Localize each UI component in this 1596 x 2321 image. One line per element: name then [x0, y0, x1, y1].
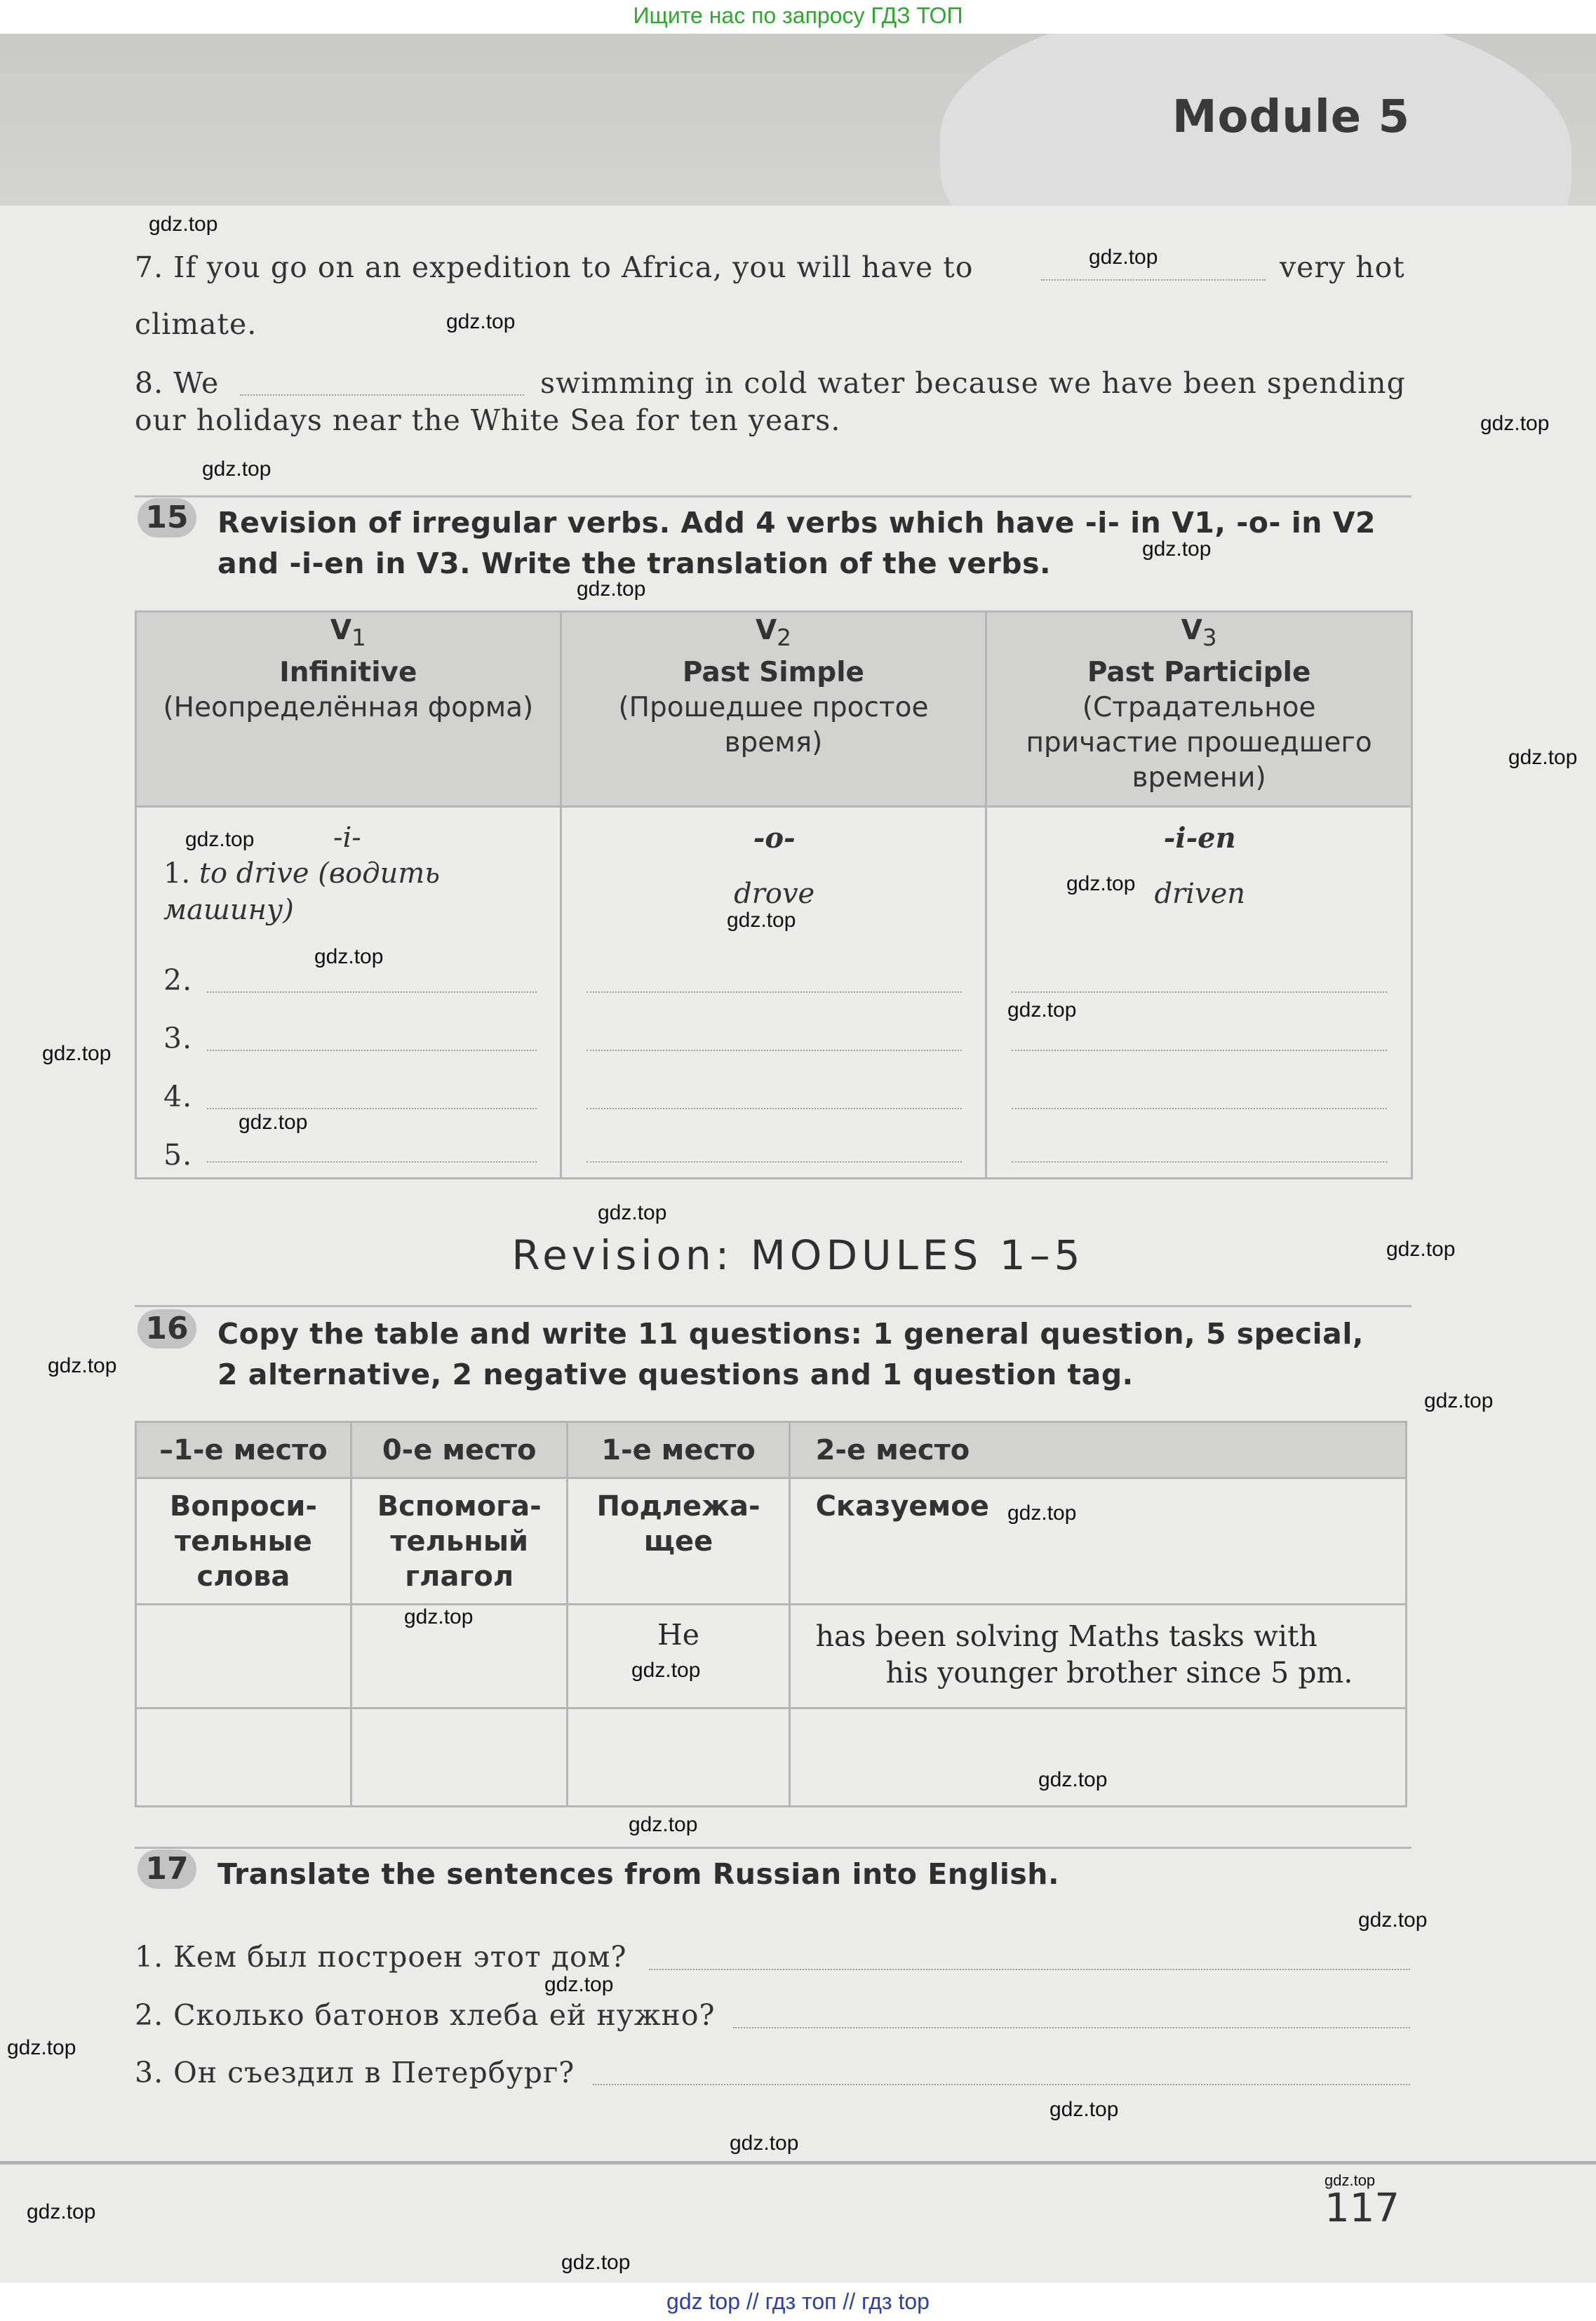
ex17-instructions: Translate the sentences from Russian into English.	[217, 1857, 1060, 1891]
ex16-sub-question-words: Вопроси-тельные слова	[136, 1478, 351, 1605]
watermark: gdz.top	[202, 457, 271, 481]
ex17-number: 17	[138, 1850, 196, 1889]
ex15-col-v1-header: $V_1$ Infinitive (Неопределённая форма)	[136, 612, 561, 807]
watermark: gdz.top	[561, 2251, 631, 2274]
ex15-row-4-v3-blank[interactable]	[1012, 1108, 1387, 1109]
ex17-item-3: 3. Он съездил в Петербург?	[135, 2056, 575, 2089]
ex15-row-5-v1-blank[interactable]	[207, 1161, 537, 1163]
watermark: gdz.top	[1050, 2098, 1119, 2121]
ex14-item-7: 7. If you go on an expedition to Africa, you will have to	[135, 250, 974, 284]
ex16-header-0: 0-е место	[351, 1422, 568, 1478]
ex14-item-7-blank[interactable]	[1041, 279, 1266, 281]
ex17-item-2: 2. Сколько батонов хлеба ей нужно?	[135, 1998, 716, 2032]
page-number: 117	[1325, 2186, 1400, 2231]
watermark: gdz.top	[577, 577, 646, 601]
ex16-sub-predicate: Сказуемое	[789, 1478, 1406, 1605]
ex17-item-2-blank[interactable]	[733, 2027, 1410, 2028]
ex14-item-8-blank[interactable]	[240, 394, 524, 396]
bottom-banner[interactable]: gdz top // гдз топ // гдз top	[0, 2282, 1596, 2321]
watermark: gdz.top	[1325, 2172, 1376, 2189]
watermark: gdz.top	[1508, 746, 1578, 769]
ex15-row-4-num: 4.	[163, 1080, 193, 1113]
top-banner[interactable]: Ищите нас по запросу ГДЗ ТОП	[0, 0, 1596, 34]
ex15-number: 15	[138, 498, 196, 537]
ex15-row-2-v2-blank[interactable]	[586, 991, 962, 993]
ex15-row-5-num: 5.	[163, 1138, 193, 1172]
ex17-item-3-blank[interactable]	[593, 2084, 1410, 2085]
ex14-item-8-after: swimming in cold water because we have been spending	[540, 366, 1406, 400]
watermark: gdz.top	[598, 1201, 667, 1224]
ex16-row2-cell2[interactable]	[351, 1708, 568, 1807]
ex16-header-2: 2-е место	[789, 1422, 1406, 1478]
watermark: gdz.top	[149, 213, 218, 236]
ex14-item-7-after: very hot	[1280, 250, 1405, 284]
watermark: gdz.top	[730, 2132, 799, 2155]
watermark: gdz.top	[185, 828, 255, 851]
watermark: gdz.top	[727, 909, 796, 932]
ex16-header-1: 1-е место	[568, 1422, 789, 1478]
ex15-marker-o: -o-	[753, 822, 796, 855]
watermark: gdz.top	[1089, 246, 1158, 269]
ex15-col-v2-header: $V_2$ Past Simple (Прошедшее простое время)	[561, 612, 986, 807]
ex15-row-3-num: 3.	[163, 1022, 193, 1055]
ex15-row-5-v3-blank[interactable]	[1012, 1161, 1387, 1163]
ex15-divider	[135, 495, 1411, 497]
watermark: gdz.top	[1358, 1908, 1428, 1932]
ex14-item-7-cont: climate.	[135, 307, 257, 341]
ex15-row-2-num: 2.	[163, 963, 193, 997]
watermark: gdz.top	[1142, 537, 1212, 561]
ex15-marker-i: -i-	[333, 822, 361, 854]
watermark: gdz.top	[1007, 998, 1077, 1022]
watermark: gdz.top	[7, 2036, 76, 2059]
ex15-example-v2: drove	[734, 878, 815, 910]
ex15-col-v3-cell	[986, 807, 1412, 1179]
ex15-marker-ien: -i-en	[1163, 822, 1236, 855]
ex15-col-v3-header: $V_3$ Past Participle (Страдательное причастие прошедшего времени)	[986, 612, 1412, 807]
ex15-row-5-v2-blank[interactable]	[586, 1161, 962, 1163]
watermark: gdz.top	[1007, 1501, 1077, 1525]
watermark: gdz.top	[314, 945, 384, 968]
ex17-divider	[135, 1847, 1411, 1849]
watermark: gdz.top	[27, 2200, 96, 2223]
ex15-row-3-v1-blank[interactable]	[207, 1050, 537, 1051]
ex16-row2-cell3[interactable]	[568, 1708, 789, 1807]
ex16-divider	[135, 1305, 1411, 1307]
ex15-instructions: Revision of irregular verbs. Add 4 verbs which have -i- in V1, -o- in V2 and -i-en in V3. Write the translation of the verbs.	[217, 506, 1376, 580]
footer-rule	[0, 2161, 1596, 2165]
ex15-example-v3: driven	[1154, 878, 1246, 910]
ex16-sub-subject: Подлежа-щее	[568, 1478, 789, 1605]
ex16-instructions: Copy the table and write 11 questions: 1 general question, 5 special, 2 alternative, 2 negative questions and 1 question tag.	[217, 1317, 1364, 1391]
ex14-item-8-cont: our holidays near the White Sea for ten years.	[135, 403, 841, 437]
revision-heading: Revision: MODULES 1–5	[511, 1231, 1085, 1279]
ex16-row1-predicate: has been solving Maths tasks with his younger brother since 5 pm.	[789, 1605, 1406, 1708]
watermark: gdz.top	[631, 1659, 701, 1682]
ex15-verbs-table	[135, 610, 1413, 1179]
ex15-row-3-v3-blank[interactable]	[1012, 1050, 1387, 1051]
watermark: gdz.top	[239, 1111, 308, 1134]
ex17-item-1-blank[interactable]	[649, 1969, 1410, 1970]
ex16-questions-table	[135, 1421, 1407, 1807]
ex15-row-4-v1-blank[interactable]	[207, 1108, 537, 1109]
watermark: gdz.top	[544, 1973, 614, 1996]
ex16-number: 16	[138, 1309, 196, 1349]
watermark: gdz.top	[1386, 1238, 1456, 1261]
watermark: gdz.top	[404, 1605, 474, 1628]
watermark: gdz.top	[48, 1354, 117, 1377]
ex16-sub-aux-verb: Вспомога-тельный глагол	[351, 1478, 568, 1605]
watermark: gdz.top	[1424, 1389, 1494, 1412]
ex14-item-8: 8. We	[135, 366, 220, 400]
ex15-row-4-v2-blank[interactable]	[586, 1108, 962, 1109]
ex15-col-v2-cell	[561, 807, 986, 1179]
ex16-row2-cell1[interactable]	[136, 1708, 351, 1807]
ex16-row1-cell1[interactable]	[136, 1605, 351, 1708]
ex16-row1-subject: He	[568, 1605, 789, 1708]
ex15-example-v1: 1. to drive (водить машину)	[163, 857, 441, 926]
watermark: gdz.top	[1038, 1768, 1108, 1791]
ex15-row-2-v3-blank[interactable]	[1012, 991, 1387, 993]
watermark: gdz.top	[1066, 872, 1136, 895]
watermark: gdz.top	[42, 1042, 112, 1065]
module-title: Module 5	[1172, 91, 1410, 143]
ex16-header-minus1: –1-е место	[136, 1422, 351, 1478]
ex15-row-3-v2-blank[interactable]	[586, 1050, 962, 1051]
ex15-row-2-v1-blank[interactable]	[207, 991, 537, 993]
watermark: gdz.top	[629, 1813, 698, 1836]
ex17-item-1: 1. Кем был построен этот дом?	[135, 1940, 627, 1974]
watermark: gdz.top	[1480, 412, 1550, 435]
ex15-col-v1-cell	[136, 807, 561, 1179]
watermark: gdz.top	[446, 310, 516, 333]
